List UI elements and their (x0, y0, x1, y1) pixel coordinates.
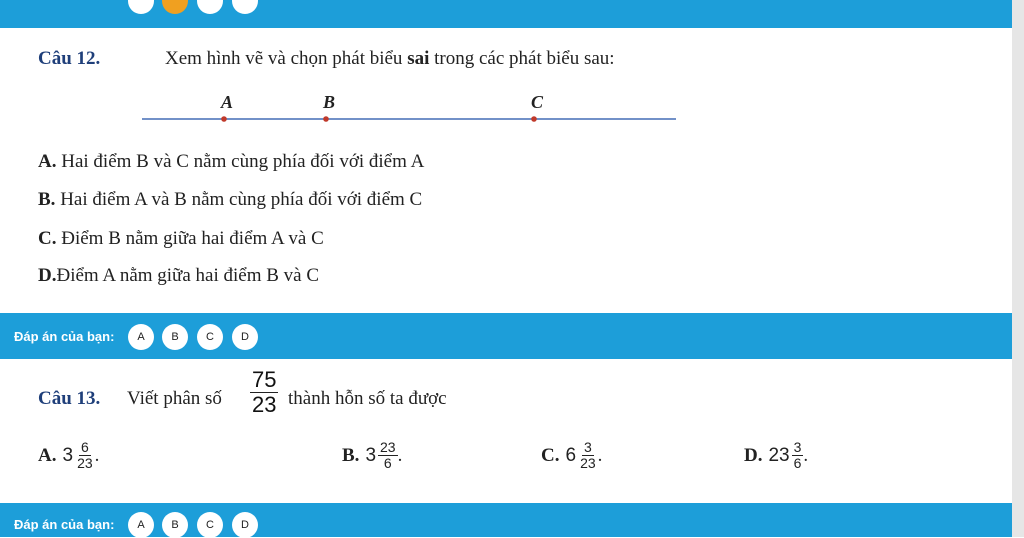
q13-title: Câu 13. (38, 388, 101, 409)
q12-title: Câu 12. (38, 48, 101, 69)
line-diagram (0, 0, 1024, 140)
q13-option-a: A. 3 $\frac{6}{23}$ . (38, 439, 100, 472)
answer-choice-c[interactable]: C (197, 324, 223, 350)
point-a (221, 116, 227, 122)
q12-option-a: A. Hai điểm B và C nằm cùng phía đối với điểm A (38, 151, 425, 172)
point-a-label: A (221, 92, 234, 112)
answer-choice-d[interactable]: D (232, 324, 258, 350)
q12-option-c: C. Điểm B nằm giữa hai điểm A và C (38, 228, 324, 249)
answer-choice-a[interactable]: A (128, 324, 154, 350)
q13-prompt-post: thành hỗn số ta được (288, 388, 447, 409)
point-b (323, 116, 329, 122)
point-c (531, 116, 537, 122)
point-b-label: B (323, 92, 336, 112)
q13-fraction: $\frac{75}{23}$ (252, 367, 277, 418)
answer-choice-a[interactable]: A (128, 512, 154, 538)
answer-label: Đáp án của bạn: (14, 329, 115, 344)
point-c-label: C (531, 92, 544, 112)
answer-choice-b[interactable]: B (162, 324, 188, 350)
answer-label: Đáp án của bạn: (14, 517, 115, 532)
answer-choice-d[interactable]: D (232, 512, 258, 538)
q12-option-d: D.Điểm A nằm giữa hai điểm B và C (38, 265, 320, 286)
answer-choice-c[interactable]: C (197, 512, 223, 538)
q12-option-b: B. Hai điểm A và B nằm cùng phía đối với điểm C (38, 189, 423, 210)
answer-bar-q13 (0, 503, 1012, 537)
q13-option-c: C. 6 $\frac{3}{23}$ . (541, 439, 603, 472)
answer-choice-b[interactable]: B (162, 512, 188, 538)
q13-option-b: B. 3 $\frac{23}{6}$ . (342, 439, 403, 472)
q13-option-d: D. 23 $\frac{3}{6}$ . (744, 439, 809, 472)
answer-bar-q12 (0, 313, 1012, 359)
q13-prompt-pre: Viết phân số (127, 388, 222, 409)
q12-prompt: Xem hình vẽ và chọn phát biểu sai trong các phát biểu sau: (165, 48, 615, 69)
